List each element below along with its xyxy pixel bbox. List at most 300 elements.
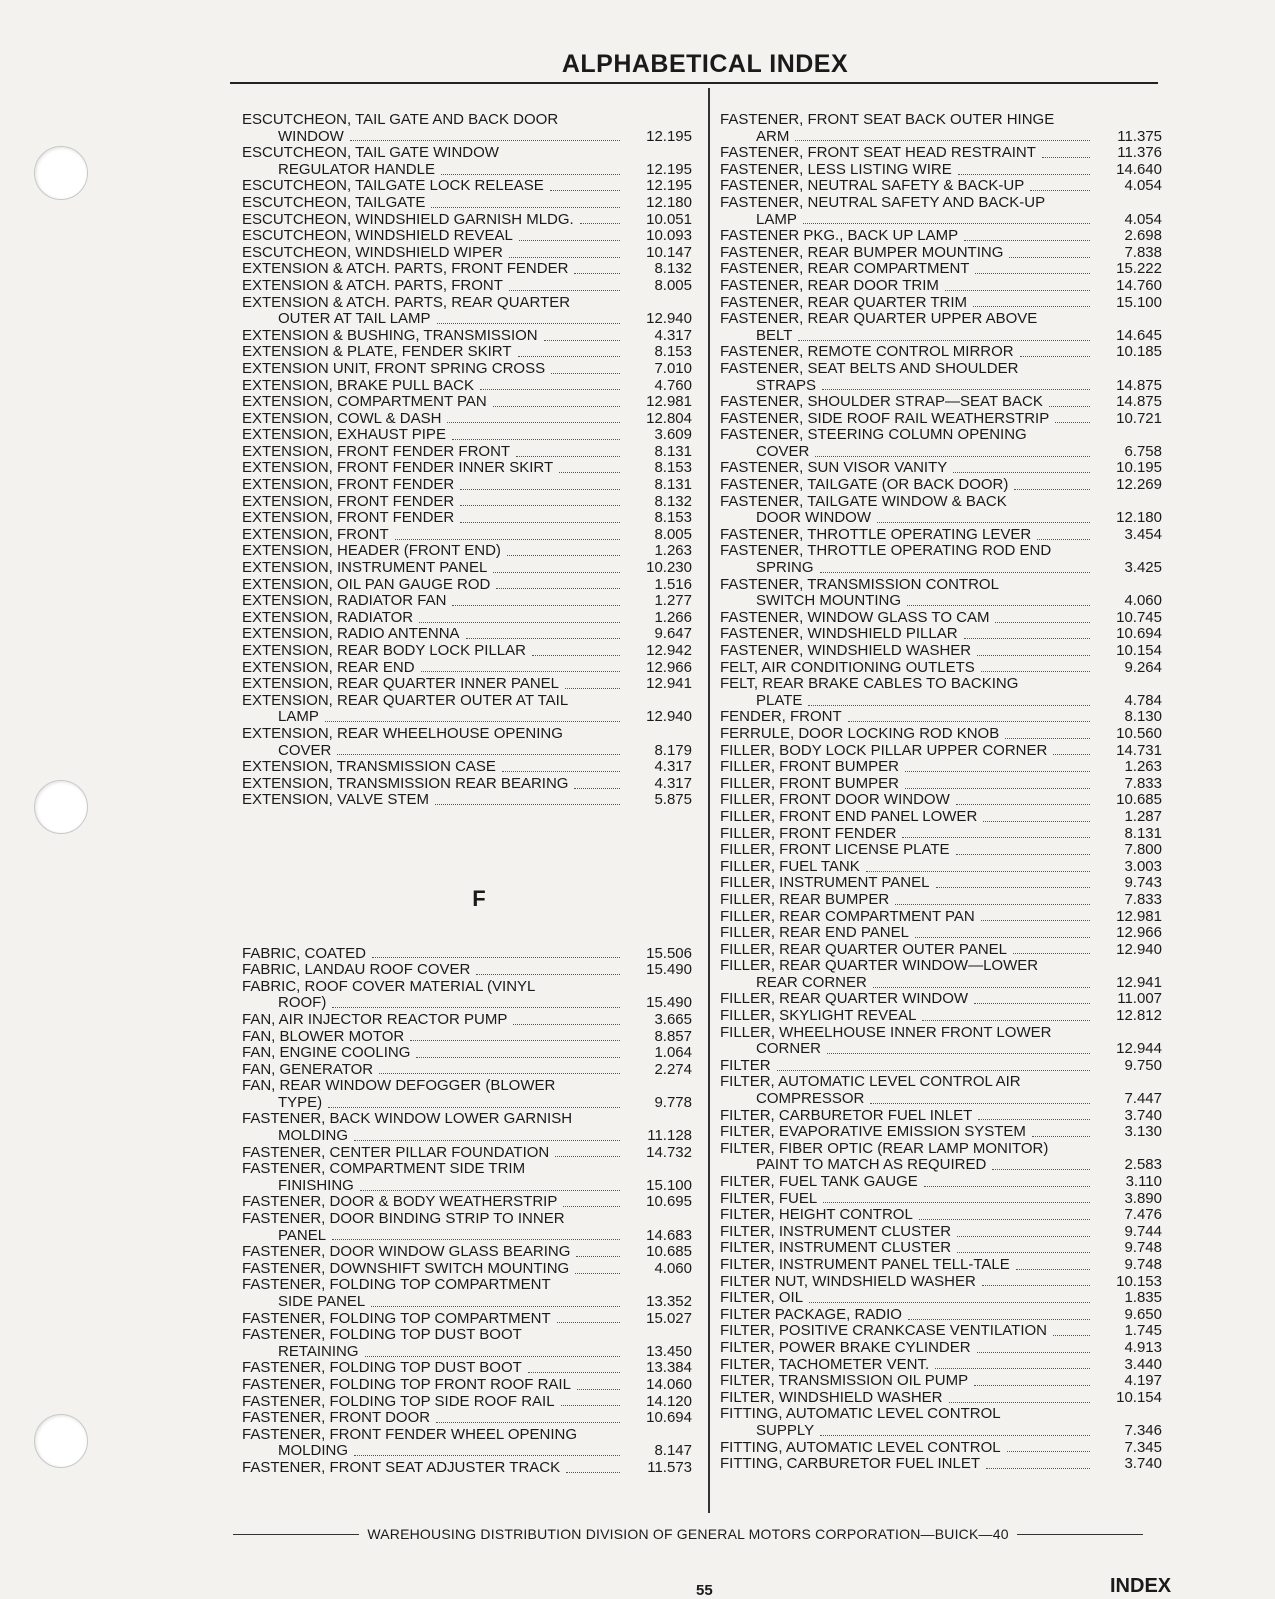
entry-heading: EXTENSION UNIT, FRONT SPRING CROSS <box>242 359 546 377</box>
index-entry <box>242 444 692 461</box>
entry-heading: FASTENER, TAILGATE (OR BACK DOOR) <box>720 476 1009 494</box>
index-entry <box>720 859 1162 876</box>
entry-heading: FASTENER, WINDSHIELD PILLAR <box>720 625 958 643</box>
dot-leader <box>798 340 1090 341</box>
dot-leader <box>372 957 620 958</box>
entry-line <box>242 394 692 411</box>
dot-leader <box>551 373 620 374</box>
dot-leader <box>873 987 1090 988</box>
dot-leader <box>437 323 620 324</box>
entry-line <box>720 394 1162 411</box>
index-entry <box>720 759 1162 776</box>
index-entry <box>720 1174 1162 1191</box>
entry-continuation: PAINT TO MATCH AS REQUIRED <box>756 1156 987 1174</box>
index-entry <box>720 162 1162 179</box>
entry-heading: FILLER, REAR QUARTER WINDOW—LOWER <box>720 957 1039 975</box>
entry-line <box>720 859 1162 876</box>
dot-leader <box>956 854 1090 855</box>
page-reference: 13.352 <box>646 1293 692 1310</box>
entry-line <box>242 626 692 643</box>
index-entry <box>242 411 692 428</box>
page-reference: 11.375 <box>1117 127 1162 145</box>
index-entry <box>720 543 1162 576</box>
entry-line <box>242 444 692 461</box>
entry-line <box>720 909 1162 926</box>
page-reference: 10.154 <box>1116 642 1162 659</box>
entry-line <box>242 709 692 726</box>
right-column-entries <box>720 112 1162 1473</box>
index-entry <box>720 112 1162 145</box>
entry-heading: ESCUTCHEON, WINDSHIELD GARNISH MLDG. <box>242 210 574 228</box>
page-reference: 10.685 <box>1116 791 1162 809</box>
dot-leader <box>986 1468 1090 1469</box>
entry-line <box>720 295 1162 312</box>
entry-continuation: REGULATOR HANDLE <box>278 160 435 178</box>
entry-continuation: MOLDING <box>278 1127 349 1145</box>
dot-leader <box>964 638 1090 639</box>
entry-heading: FAN, REAR WINDOW DEFOGGER (BLOWER <box>242 1077 556 1095</box>
dot-leader <box>563 1206 620 1207</box>
entry-line <box>242 1360 692 1377</box>
dot-leader <box>1007 1451 1090 1452</box>
page-reference: 10.721 <box>1116 409 1162 427</box>
entry-heading: FILLER, FRONT BUMPER <box>720 774 899 792</box>
entry-line <box>720 991 1162 1008</box>
entry-heading: FILTER, FIBER OPTIC (REAR LAMP MONITOR) <box>720 1139 1049 1157</box>
index-entry <box>720 245 1162 262</box>
entry-line <box>720 1390 1162 1407</box>
index-entry <box>720 1207 1162 1224</box>
entry-heading: FASTENER, FOLDING TOP DUST BOOT <box>242 1326 522 1344</box>
entry-line <box>242 962 692 979</box>
page-reference: 2.274 <box>654 1060 692 1078</box>
index-entry <box>720 577 1162 610</box>
dot-leader <box>419 622 620 623</box>
entry-continuation: SIDE PANEL <box>278 1293 366 1310</box>
page-reference: 7.800 <box>1124 841 1162 859</box>
entry-line <box>720 228 1162 245</box>
entry-heading: EXTENSION, REAR END <box>242 658 415 676</box>
entry-heading: FITTING, CARBURETOR FUEL INLET <box>720 1455 981 1473</box>
index-entry <box>242 460 692 477</box>
page-reference: 3.454 <box>1124 525 1162 543</box>
dot-leader <box>460 505 620 506</box>
page-reference: 14.640 <box>1116 160 1162 178</box>
index-entry <box>242 1377 692 1394</box>
index-entry <box>720 958 1162 991</box>
dot-leader <box>1042 157 1090 158</box>
index-entry <box>242 261 692 278</box>
entry-line <box>242 1178 692 1195</box>
page-reference: 7.346 <box>1124 1421 1162 1439</box>
dot-leader <box>379 1073 620 1074</box>
entry-line <box>242 477 692 494</box>
index-entry <box>242 1277 692 1310</box>
index-entry <box>720 660 1162 677</box>
page-reference: 8.179 <box>654 741 692 759</box>
page-reference: 7.833 <box>1124 890 1162 908</box>
index-entry <box>720 842 1162 859</box>
page-reference: 14.875 <box>1116 393 1162 411</box>
entry-continuation: OUTER AT TAIL LAMP <box>278 310 431 328</box>
index-entry <box>720 676 1162 709</box>
entry-heading: EXTENSION, RADIATOR FAN <box>242 592 447 610</box>
entry-heading: FILTER, FUEL TANK GAUGE <box>720 1173 918 1190</box>
page-reference: 4.784 <box>1124 691 1162 709</box>
page-reference: 1.277 <box>654 592 692 610</box>
dot-leader <box>992 1169 1090 1170</box>
page-reference: 10.694 <box>1116 625 1162 643</box>
entry-line <box>720 942 1162 959</box>
dot-leader <box>919 1219 1090 1220</box>
page-reference: 9.650 <box>1124 1305 1162 1323</box>
entry-heading: EXTENSION, RADIATOR <box>242 608 414 626</box>
dot-leader <box>922 1020 1090 1021</box>
page-reference: 8.132 <box>654 260 692 278</box>
dot-leader <box>580 223 620 224</box>
dot-leader <box>809 1302 1090 1303</box>
entry-line <box>720 826 1162 843</box>
index-entry <box>720 1323 1162 1340</box>
page-reference: 13.384 <box>646 1359 692 1377</box>
footer-text: WAREHOUSING DISTRIBUTION DIVISION OF GENERAL MOTORS CORPORATION—BUICK—40 <box>367 1526 1009 1542</box>
index-entry <box>720 460 1162 477</box>
page-reference: 9.750 <box>1124 1056 1162 1074</box>
entry-heading: FABRIC, LANDAU ROOF COVER <box>242 961 471 979</box>
entry-continuation: COVER <box>278 741 332 759</box>
page-reference: 8.131 <box>654 476 692 494</box>
entry-line <box>720 1124 1162 1141</box>
dot-leader <box>958 174 1090 175</box>
dot-leader <box>452 605 620 606</box>
index-entry <box>242 693 692 726</box>
entry-line <box>242 1029 692 1046</box>
page-reference: 15.506 <box>646 944 692 962</box>
entry-line <box>720 1373 1162 1390</box>
index-entry <box>720 411 1162 428</box>
index-entry <box>720 427 1162 460</box>
page-reference: 1.263 <box>654 542 692 560</box>
index-entry <box>720 394 1162 411</box>
entry-heading: FASTENER, FOLDING TOP SIDE ROOF RAIL <box>242 1392 555 1410</box>
entry-heading: FILLER, SKYLIGHT REVEAL <box>720 1007 917 1025</box>
dot-leader <box>1049 406 1090 407</box>
entry-heading: FILTER NUT, WINDSHIELD WASHER <box>720 1272 976 1290</box>
page-reference: 8.131 <box>654 442 692 460</box>
page-title: ALPHABETICAL INDEX <box>561 50 849 78</box>
entry-continuation: BELT <box>756 326 793 344</box>
entry-heading: EXTENSION, EXHAUST PIPE <box>242 426 446 444</box>
dot-leader <box>827 1053 1090 1054</box>
page-reference: 12.941 <box>1116 973 1162 991</box>
entry-continuation: LAMP <box>278 708 319 726</box>
dot-leader <box>566 1472 620 1473</box>
index-entry <box>720 1191 1162 1208</box>
entry-line <box>720 1456 1162 1473</box>
entry-line <box>242 494 692 511</box>
entry-heading: FILTER, CARBURETOR FUEL INLET <box>720 1106 973 1124</box>
entry-line <box>242 195 692 212</box>
page-reference: 7.833 <box>1124 774 1162 792</box>
index-entry <box>242 1327 692 1360</box>
entry-heading: FASTENER, DOOR BINDING STRIP TO INNER <box>242 1210 565 1228</box>
entry-line <box>242 660 692 677</box>
entry-line <box>242 328 692 345</box>
entry-continuation: ARM <box>756 127 790 145</box>
index-entry <box>720 776 1162 793</box>
index-entry <box>720 361 1162 394</box>
page-reference: 3.110 <box>1125 1173 1162 1190</box>
entry-heading: FILLER, FRONT LICENSE PLATE <box>720 841 950 859</box>
entry-line <box>242 228 692 245</box>
entry-heading: FILLER, REAR QUARTER OUTER PANEL <box>720 940 1008 958</box>
index-entry <box>720 1357 1162 1374</box>
page-reference: 2.698 <box>1124 227 1162 245</box>
page-reference: 10.560 <box>1116 724 1162 742</box>
index-entry <box>242 328 692 345</box>
index-entry <box>242 1078 692 1111</box>
dot-leader <box>936 887 1091 888</box>
binder-hole-top <box>34 146 88 200</box>
index-entry <box>242 543 692 560</box>
entry-heading: EXTENSION, FRONT FENDER INNER SKIRT <box>242 459 554 477</box>
dot-leader <box>509 290 620 291</box>
entry-line <box>242 643 692 660</box>
dot-leader <box>905 771 1090 772</box>
entry-heading: FABRIC, ROOF COVER MATERIAL (VINYL <box>242 977 536 995</box>
entry-heading: FASTENER, THROTTLE OPERATING ROD END <box>720 542 1052 560</box>
dot-leader <box>924 1186 1090 1187</box>
index-entry <box>242 1360 692 1377</box>
entry-heading: FASTENER, FOLDING TOP FRONT ROOF RAIL <box>242 1375 571 1393</box>
page-reference: 12.966 <box>1116 924 1162 942</box>
dot-leader <box>460 522 620 523</box>
index-entry <box>720 709 1162 726</box>
entry-line <box>720 560 1162 577</box>
dot-leader <box>983 821 1090 822</box>
index-entry <box>720 295 1162 312</box>
index-entry <box>242 1261 692 1278</box>
entry-continuation: LAMP <box>756 210 797 228</box>
entry-line <box>242 1410 692 1427</box>
column-divider <box>708 88 710 1513</box>
entry-heading: FASTENER, REMOTE CONTROL MIRROR <box>720 343 1014 361</box>
entry-line <box>242 776 692 793</box>
dot-leader <box>325 721 620 722</box>
page-reference: 1.064 <box>654 1044 692 1062</box>
index-entry <box>720 311 1162 344</box>
entry-line <box>242 278 692 295</box>
dot-leader <box>977 1352 1090 1353</box>
page-reference: 12.180 <box>646 193 692 211</box>
entry-heading: ESCUTCHEON, WINDSHIELD WIPER <box>242 243 503 261</box>
entry-continuation: COMPRESSOR <box>756 1090 865 1108</box>
page-reference: 12.180 <box>1116 509 1162 527</box>
index-entry <box>720 1141 1162 1174</box>
entry-line <box>720 460 1162 477</box>
index-entry <box>242 560 692 577</box>
index-entry <box>242 610 692 627</box>
entry-heading: EXTENSION, COMPARTMENT PAN <box>242 393 487 411</box>
entry-line <box>720 178 1162 195</box>
entry-heading: FASTENER, FOLDING TOP COMPARTMENT <box>242 1276 551 1294</box>
dot-leader <box>895 904 1090 905</box>
entry-heading: FILTER, POSITIVE CRANKCASE VENTILATION <box>720 1322 1048 1340</box>
dot-leader <box>416 1057 620 1058</box>
dot-leader <box>410 1040 620 1041</box>
page-reference: 10.745 <box>1116 608 1162 626</box>
dot-leader <box>964 240 1090 241</box>
dot-leader <box>507 555 620 556</box>
entry-line <box>242 1394 692 1411</box>
entry-heading: FASTENER, FOLDING TOP DUST BOOT <box>242 1359 522 1377</box>
entry-heading: FASTENER, THROTTLE OPERATING LEVER <box>720 525 1032 543</box>
index-entry <box>242 195 692 212</box>
page-reference: 6.758 <box>1124 442 1162 460</box>
index-entry <box>242 295 692 328</box>
page-reference: 9.743 <box>1124 874 1162 892</box>
index-entry <box>720 344 1162 361</box>
entry-continuation: PANEL <box>278 1226 327 1244</box>
entry-heading: FASTENER, FRONT SEAT ADJUSTER TRACK <box>242 1458 561 1476</box>
page-reference: 4.197 <box>1124 1372 1162 1390</box>
entry-heading: EXTENSION, INSTRUMENT PANEL <box>242 559 488 577</box>
index-entry <box>720 1373 1162 1390</box>
page-reference: 15.027 <box>646 1309 692 1327</box>
entry-line <box>242 1294 692 1311</box>
index-entry <box>242 577 692 594</box>
page-reference: 3.740 <box>1124 1455 1162 1473</box>
dot-leader <box>905 788 1090 789</box>
entry-line <box>720 328 1162 345</box>
dot-leader <box>337 754 620 755</box>
page-reference: 13.450 <box>646 1342 692 1360</box>
entry-heading: FASTENER, DOOR & BODY WEATHERSTRIP <box>242 1193 558 1211</box>
entry-continuation: DOOR WINDOW <box>756 509 871 527</box>
entry-heading: FASTENER, BACK WINDOW LOWER GARNISH <box>242 1110 573 1128</box>
entry-heading: FASTENER, FOLDING TOP COMPARTMENT <box>242 1309 551 1327</box>
dot-leader <box>915 937 1090 938</box>
entry-heading: EXTENSION, REAR WHEELHOUSE OPENING <box>242 724 563 742</box>
entry-line <box>242 1311 692 1328</box>
entry-continuation: SWITCH MOUNTING <box>756 592 901 610</box>
index-entry <box>720 145 1162 162</box>
entry-line <box>242 460 692 477</box>
entry-line <box>720 1323 1162 1340</box>
index-entry <box>720 726 1162 743</box>
index-entry <box>242 344 692 361</box>
section-label: INDEX <box>1110 1575 1172 1597</box>
page-reference: 8.153 <box>654 459 692 477</box>
entry-heading: FILTER, OIL <box>720 1289 804 1307</box>
entry-heading: FILTER, INSTRUMENT CLUSTER <box>720 1239 952 1257</box>
dot-leader <box>436 1422 620 1423</box>
dot-leader <box>777 1070 1090 1071</box>
entry-line <box>720 1041 1162 1058</box>
entry-heading: EXTENSION, FRONT <box>242 525 389 543</box>
index-entry <box>242 1211 692 1244</box>
entry-heading: FASTENER, WINDSHIELD WASHER <box>720 642 972 659</box>
entry-heading: EXTENSION, BRAKE PULL BACK <box>242 376 475 394</box>
page-reference: 3.740 <box>1124 1106 1162 1124</box>
dot-leader <box>431 207 620 208</box>
dot-leader <box>907 605 1090 606</box>
entry-heading: FILLER, WHEELHOUSE INNER FRONT LOWER <box>720 1023 1052 1041</box>
entry-line <box>720 892 1162 909</box>
entry-heading: EXTENSION & PLATE, FENDER SKIRT <box>242 343 512 361</box>
page-reference: 5.875 <box>654 791 692 809</box>
index-entry <box>242 378 692 395</box>
index-entry <box>242 178 692 195</box>
entry-line <box>242 759 692 776</box>
entry-heading: FILLER, REAR COMPARTMENT PAN <box>720 907 975 925</box>
index-entry <box>242 676 692 693</box>
page-reference: 10.195 <box>1116 459 1162 477</box>
entry-line <box>720 809 1162 826</box>
dot-leader <box>1014 489 1090 490</box>
page-reference: 8.131 <box>1124 824 1162 842</box>
index-entry <box>720 195 1162 228</box>
index-entry <box>242 112 692 145</box>
entry-heading: EXTENSION, REAR BODY LOCK PILLAR <box>242 642 526 659</box>
dot-leader <box>978 1119 1090 1120</box>
entry-heading: FILLER, REAR END PANEL <box>720 924 909 942</box>
page-reference: 1.266 <box>654 608 692 626</box>
entry-line <box>242 1244 692 1261</box>
dot-leader <box>1005 738 1090 739</box>
dot-leader <box>981 671 1090 672</box>
dot-leader <box>1009 257 1090 258</box>
entry-heading: FITTING, AUTOMATIC LEVEL CONTROL <box>720 1405 1001 1423</box>
entry-line <box>720 344 1162 361</box>
entry-heading: FAN, BLOWER MOTOR <box>242 1027 405 1045</box>
entry-heading: EXTENSION, RADIO ANTENNA <box>242 625 460 643</box>
entry-heading: ESCUTCHEON, WINDSHIELD REVEAL <box>242 227 513 245</box>
entry-heading: FASTENER, FRONT SEAT HEAD RESTRAINT <box>720 144 1036 162</box>
page-reference: 10.154 <box>1116 1388 1162 1406</box>
dot-leader <box>332 1007 620 1008</box>
entry-continuation: ROOF) <box>278 994 327 1012</box>
index-entry <box>720 1008 1162 1025</box>
dot-leader <box>518 356 620 357</box>
index-entry <box>720 1456 1162 1473</box>
dot-leader <box>982 1285 1090 1286</box>
entry-heading: FASTENER, NEUTRAL SAFETY AND BACK-UP <box>720 193 1046 211</box>
entry-line <box>720 411 1162 428</box>
page-reference: 14.683 <box>646 1226 692 1244</box>
page-reference: 1.287 <box>1124 807 1162 825</box>
index-entry <box>720 1058 1162 1075</box>
page-reference: 15.490 <box>646 994 692 1012</box>
entry-line <box>720 477 1162 494</box>
dot-leader <box>466 638 620 639</box>
dot-leader <box>452 439 620 440</box>
dot-leader <box>1016 1269 1090 1270</box>
index-entry <box>720 261 1162 278</box>
entry-line <box>242 1012 692 1029</box>
index-entry <box>242 1194 692 1211</box>
dot-leader <box>395 539 620 540</box>
entry-heading: FASTENER, NEUTRAL SAFETY & BACK-UP <box>720 177 1025 195</box>
entry-line <box>720 1290 1162 1307</box>
dot-leader <box>447 422 620 423</box>
entry-line <box>720 510 1162 527</box>
page-reference: 11.007 <box>1117 990 1162 1008</box>
dot-leader <box>823 1202 1090 1203</box>
dot-leader <box>975 273 1090 274</box>
entry-heading: FILTER, EVAPORATIVE EMISSION SYSTEM <box>720 1123 1026 1141</box>
dot-leader <box>981 920 1090 921</box>
